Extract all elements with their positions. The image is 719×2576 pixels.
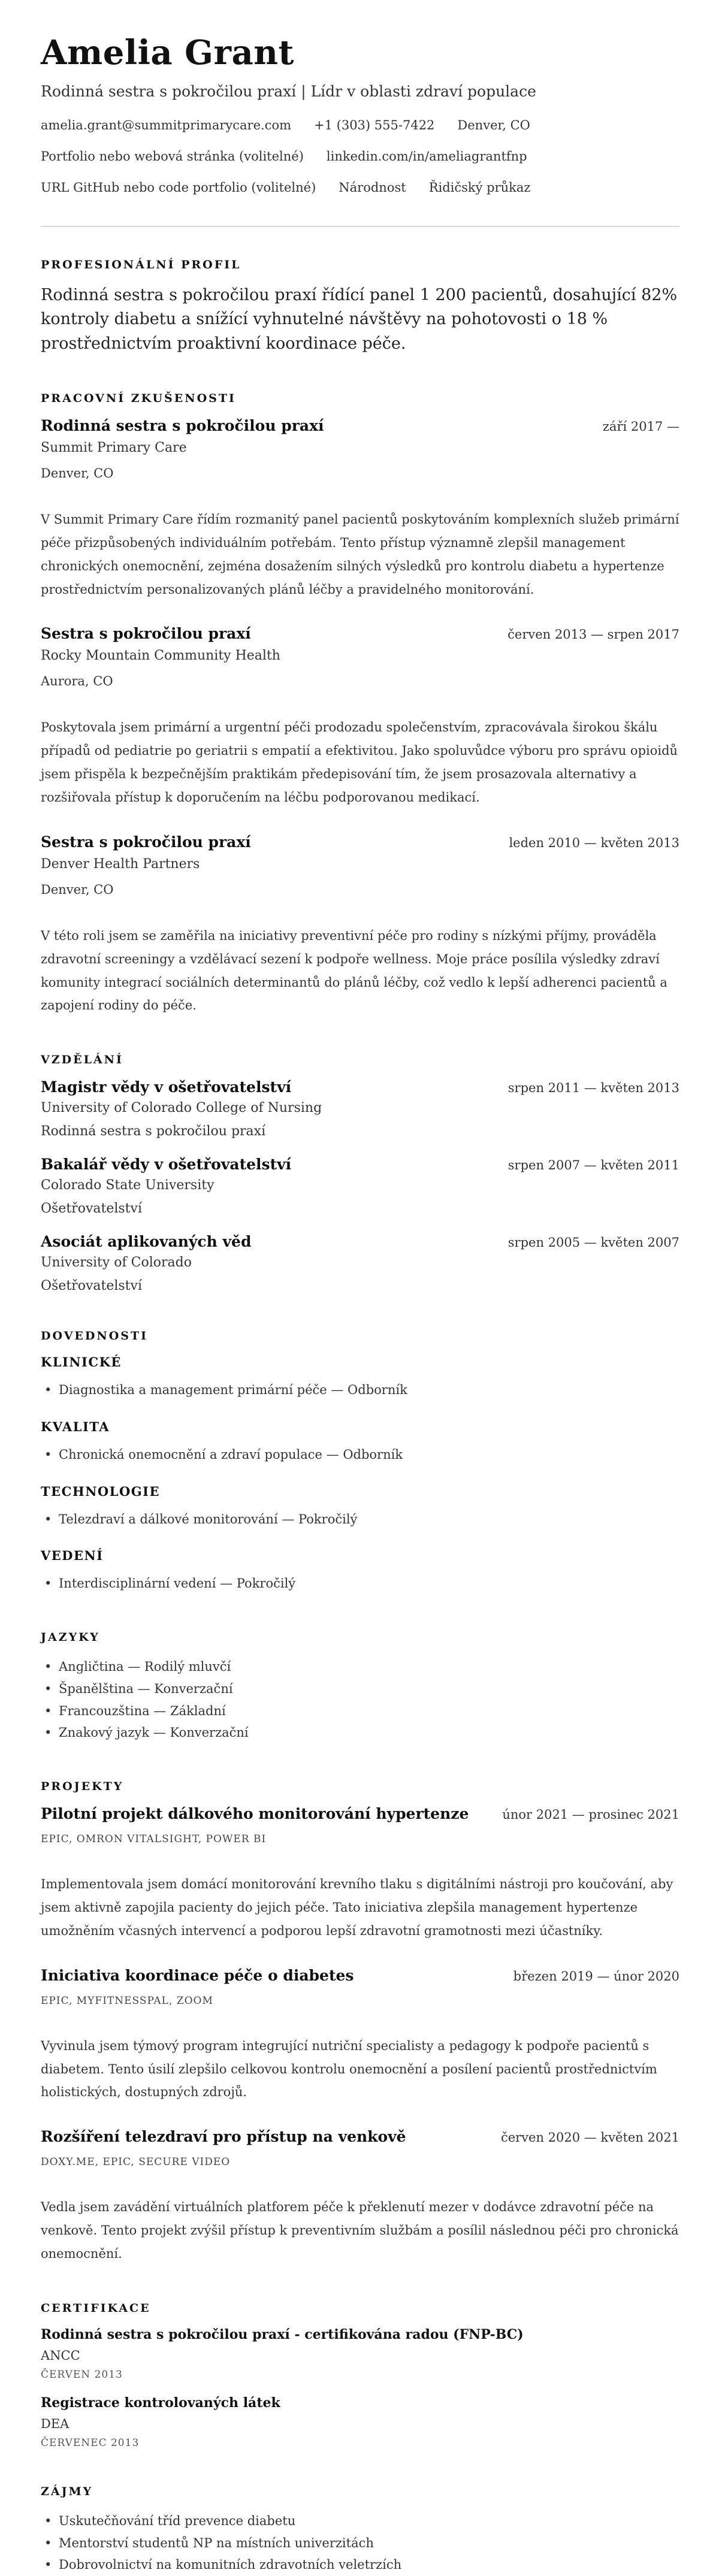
education-section xyxy=(41,1053,679,1293)
nationality-text: Národnost xyxy=(339,180,406,195)
job-title: Sestra s pokročilou praxí xyxy=(41,625,251,643)
interests-section xyxy=(41,2485,679,2576)
company-name: Summit Primary Care xyxy=(41,440,187,456)
profile-summary: Rodinná sestra s pokročilou praxí řídící panel 1 200 pacientů, dosahující 82% kontroly diabetu a snížící vyhnutelné návštěvy na pohotovosti o 18 % prostřednictvím proaktivní koordinace péče. xyxy=(41,285,678,353)
project-title: Pilotní projekt dálkového monitorování hypertenze xyxy=(41,1805,469,1823)
project-title: Iniciativa koordinace péče o diabetes xyxy=(41,1966,354,1984)
skill-item: • Interdisciplinární vedení — Pokročilý xyxy=(59,1573,679,1595)
experience-entry xyxy=(41,417,679,601)
education-date: srpen 2007 — květen 2011 xyxy=(507,1158,679,1173)
interest-item: • Uskutečňování tříd prevence diabetu xyxy=(59,2510,679,2532)
project-entry xyxy=(41,2128,679,2266)
interests-heading: ZÁJMY xyxy=(41,2484,93,2498)
skill-list xyxy=(41,1508,679,1531)
experience-entry-head xyxy=(41,417,679,434)
skill-list xyxy=(41,1573,679,1595)
language-item: • Francouzština — Základní xyxy=(59,1700,679,1722)
portfolio-link[interactable]: Portfolio nebo webová stránka (volitelné) xyxy=(41,149,304,164)
project-description: Vedla jsem zavádění virtuálních platforem péče k překlenutí mezer v dodávce zdravotní péče na venkově. Tento projekt zvýšil přístup k preventivním službám a posílil následnou péči pro chronická onemocnění. xyxy=(41,2200,679,2261)
experience-entry xyxy=(41,833,679,1017)
education-entry xyxy=(41,1078,679,1139)
email-link[interactable]: amelia.grant@summitprimarycare.com xyxy=(41,117,292,132)
experience-entry-head xyxy=(41,833,679,851)
skills-section xyxy=(41,1329,679,1595)
language-item: • Angličtina — Rodilý mluvčí xyxy=(59,1656,679,1678)
github-link[interactable]: URL GitHub nebo code portfolio (volitelné) xyxy=(41,180,316,195)
school-name: University of Colorado xyxy=(41,1255,192,1271)
education-entry-head xyxy=(41,1156,679,1173)
resume-header xyxy=(41,35,679,195)
languages-heading: JAZYKY xyxy=(41,1631,100,1644)
job-title: Rodinná sestra s pokročilou praxí xyxy=(41,417,324,435)
job-description: Poskytovala jsem primární a urgentní péči prodozadu společenstvím, zpracovávala širokou škálu případů od pediatrie po geriatrii s empatií a efektivitou. Jako spoluvůdce výboru pro správu opioidů jsem přispěla k bezpečnějším praktikám předepisování tím, že jsem prosazovala alternativy a rozšiřovala přístup k doporučením na léčbu podporovanou medikací. xyxy=(41,720,678,805)
project-entry-head xyxy=(41,1967,679,1984)
certification-issuer: ANCC xyxy=(41,2348,80,2363)
company-name: Denver Health Partners xyxy=(41,856,200,872)
skill-category-leadership: VEDENÍ xyxy=(41,1548,104,1564)
job-date: leden 2010 — květen 2013 xyxy=(509,835,679,850)
experience-heading: PRACOVNÍ ZKUŠENOSTI xyxy=(41,392,236,406)
skill-item: • Telezdraví a dálkové monitorování — Pokročilý xyxy=(59,1508,679,1531)
language-item: • Znakový jazyk — Konverzační xyxy=(59,1722,679,1744)
profile-section xyxy=(41,258,679,356)
experience-entry xyxy=(41,625,679,809)
degree-title: Bakalář vědy v ošetřovatelství xyxy=(41,1156,292,1174)
job-date: červen 2013 — srpen 2017 xyxy=(507,627,679,642)
experience-section xyxy=(41,392,679,1017)
header-divider xyxy=(41,226,679,227)
project-entry xyxy=(41,1805,679,1943)
interest-list xyxy=(41,2510,679,2576)
project-description: Implementovala jsem domácí monitorování krevního tlaku s digitálními nástroji pro koučování, aby jsem aktivně zapojila pacienty do jejich péče. Tato iniciativa zlepšila management hypertenze umožněním včasných intervencí a podporou lepší zdravotní gramotnosti mezi účastníky. xyxy=(41,1877,673,1938)
skill-category-clinical: KLINICKÉ xyxy=(41,1354,122,1370)
certifications-section xyxy=(41,2302,679,2449)
job-location: Denver, CO xyxy=(41,882,114,897)
education-date: srpen 2011 — květen 2013 xyxy=(507,1081,679,1096)
languages-section xyxy=(41,1631,679,1744)
contact-row-primary xyxy=(41,118,679,132)
skill-item: • Chronická onemocnění a zdraví populace — Odborník xyxy=(59,1444,679,1466)
interest-item: • Mentorství studentů NP na místních univerzitách xyxy=(59,2532,679,2554)
project-date: červen 2020 — květen 2021 xyxy=(500,2130,679,2145)
experience-entry-head xyxy=(41,625,679,642)
project-date: březen 2019 — únor 2020 xyxy=(513,1969,679,1984)
field-of-study: Ošetřovatelství xyxy=(41,1201,142,1217)
license-text: Řidičský průkaz xyxy=(428,180,531,195)
projects-heading: PROJEKTY xyxy=(41,1780,124,1794)
school-name: University of Colorado College of Nursing xyxy=(41,1100,322,1116)
linkedin-link[interactable]: linkedin.com/in/ameliagrantfnp xyxy=(326,149,527,164)
education-heading: VZDĚLÁNÍ xyxy=(41,1053,123,1067)
project-tech: DOXY.ME, EPIC, SECURE VIDEO xyxy=(41,2156,231,2169)
education-date: srpen 2005 — květen 2007 xyxy=(507,1235,679,1250)
skill-list xyxy=(41,1444,679,1466)
location-text: Denver, CO xyxy=(457,117,530,132)
profile-heading: PROFESIONÁLNÍ PROFIL xyxy=(41,258,241,271)
skill-category-quality: KVALITA xyxy=(41,1419,110,1434)
company-name: Rocky Mountain Community Health xyxy=(41,648,280,664)
project-entry-head xyxy=(41,2128,679,2145)
education-entry-head xyxy=(41,1078,679,1096)
language-item: • Španělština — Konverzační xyxy=(59,1678,679,1700)
certification-issuer: DEA xyxy=(41,2416,70,2431)
education-entry xyxy=(41,1233,679,1293)
job-description: V Summit Primary Care řídím rozmanitý panel pacientů poskytováním komplexních služeb primární péče přizpůsobených individuálním potřebám. Tento přístup významně zlepšil management chronických onemocnění, zejména dosažením silných výsledků pro kontrolu diabetu a hypertenze prostřednictvím personalizovaných plánů léčby a pravidelného monitorování. xyxy=(41,512,679,597)
degree-title: Magistr vědy v ošetřovatelství xyxy=(41,1078,292,1096)
job-title: Sestra s pokročilou praxí xyxy=(41,833,251,851)
skills-heading: DOVEDNOSTI xyxy=(41,1329,149,1343)
phone-text: +1 (303) 555-7422 xyxy=(314,117,435,132)
field-of-study: Rodinná sestra s pokročilou praxí xyxy=(41,1124,266,1139)
project-entry xyxy=(41,1967,679,2105)
certification-name: Rodinná sestra s pokročilou praxí - certifikována radou (FNP-BC) xyxy=(41,2326,524,2342)
job-location: Denver, CO xyxy=(41,466,114,481)
certification-entry xyxy=(41,2395,679,2449)
project-tech: EPIC, OMRON VITALSIGHT, POWER BI xyxy=(41,1833,267,1846)
certification-date: ČERVEN 2013 xyxy=(41,2368,123,2381)
job-location: Aurora, CO xyxy=(41,674,113,689)
skill-list xyxy=(41,1379,679,1401)
project-description: Vyvinula jsem týmový program integrující nutriční specialisty a pedagogy k podpoře pacientů s diabetem. Tento úsilí zlepšilo celkovou kontrolu onemocnění a posílení pacientů prostřednictvím holistických, dostupných zdrojů. xyxy=(41,2038,657,2100)
project-date: únor 2021 — prosinec 2021 xyxy=(502,1807,679,1822)
degree-title: Asociát aplikovaných věd xyxy=(41,1233,252,1251)
language-list xyxy=(41,1656,679,1744)
certifications-heading: CERTIFIKACE xyxy=(41,2301,151,2315)
contact-row-links xyxy=(41,149,679,164)
job-date: září 2017 — xyxy=(602,419,679,434)
projects-section xyxy=(41,1780,679,2266)
school-name: Colorado State University xyxy=(41,1178,215,1193)
candidate-name: Amelia Grant xyxy=(41,33,294,72)
skill-item: • Diagnostika a management primární péče — Odborník xyxy=(59,1379,679,1401)
contact-row-extra xyxy=(41,180,679,195)
education-entry-head xyxy=(41,1233,679,1250)
headline: Rodinná sestra s pokročilou praxí | Lídr v oblasti zdraví populace xyxy=(41,82,536,100)
project-entry-head xyxy=(41,1805,679,1822)
project-tech: EPIC, MYFITNESSPAL, ZOOM xyxy=(41,1994,213,2007)
interest-item: • Dobrovolnictví na komunitních zdravotních veletrzích xyxy=(59,2554,679,2576)
job-description: V této roli jsem se zaměřila na iniciativy preventivní péče pro rodiny s nízkými příjmy, prováděla zdravotní screeningy a vzdělávací sezení k podpoře wellness. Moje práce posílila výsledky zdraví komunity integrací sociálních determinantů do plánů léčby, což vedlo k lepší adherenci pacientů a zapojení rodiny do péče. xyxy=(41,928,667,1013)
project-title: Rozšíření telezdraví pro přístup na venkově xyxy=(41,2128,406,2146)
field-of-study: Ošetřovatelství xyxy=(41,1278,142,1294)
certification-entry xyxy=(41,2327,679,2381)
certification-name: Registrace kontrolovaných látek xyxy=(41,2394,280,2411)
skill-category-technology: TECHNOLOGIE xyxy=(41,1483,160,1499)
certification-date: ČERVENEC 2013 xyxy=(41,2436,140,2449)
education-entry xyxy=(41,1156,679,1216)
